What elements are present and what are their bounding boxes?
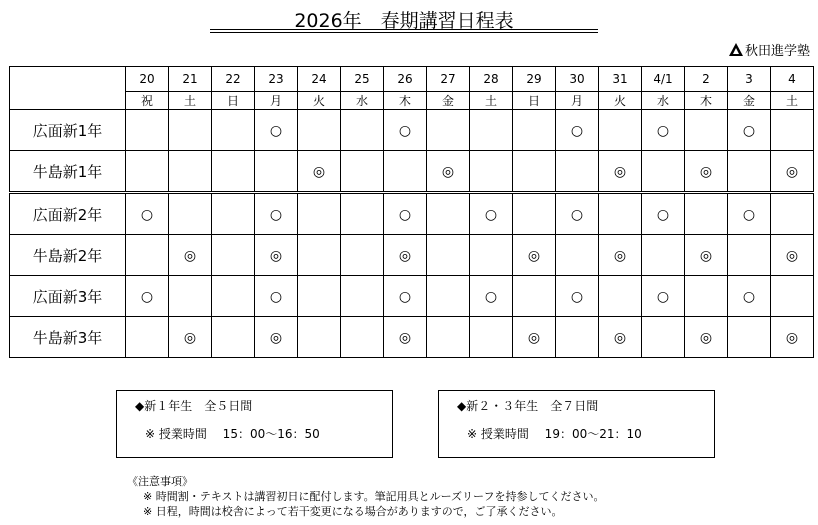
schedule-cell [341, 193, 384, 235]
schedule-cell [556, 276, 599, 317]
schedule-cell [126, 276, 169, 317]
schedule-cell [298, 110, 341, 151]
grade23-class-time: ※ 授業時間 19：00～21：10 [467, 427, 642, 441]
schedule-cell [384, 151, 427, 193]
schedule-cell [384, 235, 427, 276]
schedule-cell [169, 193, 212, 235]
schedule-cell [685, 110, 728, 151]
title-underline-double [210, 32, 598, 33]
date-cell: 2 [685, 67, 728, 92]
class-label: 牛島新2年 [10, 235, 126, 276]
weekday-cell: 木 [685, 92, 728, 110]
session-mark: ○ [140, 207, 154, 223]
schedule-cell [212, 235, 255, 276]
schedule-cell [599, 151, 642, 193]
date-cell: 21 [169, 67, 212, 92]
session-mark: ○ [656, 289, 670, 305]
schedule-cell [728, 235, 771, 276]
schedule-cell [470, 193, 513, 235]
weekday-cell: 祝 [126, 92, 169, 110]
class-label: 広面新3年 [10, 276, 126, 317]
schedule-cell [255, 276, 298, 317]
session-mark: ◎ [699, 164, 713, 180]
grade1-heading: ◆新１年生 全５日間 [135, 399, 253, 413]
schedule-cell [212, 193, 255, 235]
schedule-cell [771, 235, 814, 276]
session-mark: ◎ [613, 248, 627, 264]
schedule-cell [513, 193, 556, 235]
schedule-cell [126, 151, 169, 193]
schedule-cell [728, 276, 771, 317]
weekday-cell: 火 [298, 92, 341, 110]
session-mark: ○ [656, 207, 670, 223]
schedule-cell [384, 317, 427, 358]
schedule-cell [126, 110, 169, 151]
session-mark: ◎ [398, 330, 412, 346]
schedule-cell [513, 151, 556, 193]
schedule-cell [556, 110, 599, 151]
session-mark: ◎ [527, 330, 541, 346]
date-cell: 3 [728, 67, 771, 92]
class-label: 牛島新1年 [10, 151, 126, 193]
schedule-cell [599, 276, 642, 317]
schedule-cell [513, 317, 556, 358]
page-title: 2026年 春期講習日程表 [294, 10, 514, 32]
schedule-cell [685, 235, 728, 276]
schedule-cell [427, 276, 470, 317]
session-mark: ◎ [183, 248, 197, 264]
session-mark: ◎ [398, 248, 412, 264]
schedule-cell [255, 110, 298, 151]
session-mark: ○ [570, 207, 584, 223]
schedule-cell [384, 276, 427, 317]
session-mark: ◎ [699, 248, 713, 264]
session-mark: ◎ [441, 164, 455, 180]
session-mark: ○ [398, 123, 412, 139]
grade23-heading: ◆新２・３年生 全７日間 [457, 399, 599, 413]
schedule-cell [685, 151, 728, 193]
weekday-cell: 土 [169, 92, 212, 110]
organization-name: 秋田進学塾 [744, 44, 810, 59]
session-mark: ◎ [183, 330, 197, 346]
session-mark: ○ [269, 123, 283, 139]
schedule-cell [298, 235, 341, 276]
session-mark: ○ [269, 289, 283, 305]
weekday-header-row [10, 92, 814, 110]
date-cell: 4/1 [642, 67, 685, 92]
schedule-cell [642, 276, 685, 317]
schedule-cell [169, 276, 212, 317]
date-cell: 24 [298, 67, 341, 92]
schedule-cell [255, 317, 298, 358]
schedule-cell [513, 110, 556, 151]
schedule-cell [169, 110, 212, 151]
schedule-cell [728, 193, 771, 235]
session-mark: ○ [742, 123, 756, 139]
schedule-cell [384, 193, 427, 235]
schedule-cell [341, 235, 384, 276]
grade23-info-box [438, 390, 715, 458]
date-cell: 20 [126, 67, 169, 92]
session-mark: ◎ [269, 248, 283, 264]
schedule-cell [126, 193, 169, 235]
schedule-cell [556, 151, 599, 193]
schedule-cell [599, 235, 642, 276]
schedule-cell [212, 151, 255, 193]
session-mark: ◎ [312, 164, 326, 180]
schedule-cell [728, 317, 771, 358]
session-mark: ◎ [785, 330, 799, 346]
date-cell: 26 [384, 67, 427, 92]
schedule-cell [427, 110, 470, 151]
session-mark: ◎ [269, 330, 283, 346]
schedule-cell [642, 235, 685, 276]
schedule-cell [341, 276, 384, 317]
class-row [10, 276, 814, 317]
schedule-cell [298, 317, 341, 358]
weekday-cell: 月 [556, 92, 599, 110]
schedule-table [9, 66, 814, 358]
session-mark: ◎ [527, 248, 541, 264]
date-cell: 30 [556, 67, 599, 92]
triangle-logo-icon [729, 43, 743, 56]
schedule-cell [212, 276, 255, 317]
note-item: ※ 日程，時間は校舎によって若干変更になる場合がありますので，ご了承ください。 [143, 505, 563, 518]
schedule-cell [427, 193, 470, 235]
session-mark: ◎ [785, 248, 799, 264]
weekday-cell: 金 [427, 92, 470, 110]
schedule-cell [771, 193, 814, 235]
session-mark: ◎ [699, 330, 713, 346]
schedule-cell [169, 317, 212, 358]
session-mark: ◎ [613, 164, 627, 180]
session-mark: ◎ [785, 164, 799, 180]
schedule-cell [642, 110, 685, 151]
schedule-cell [427, 151, 470, 193]
weekday-cell: 日 [513, 92, 556, 110]
schedule-cell [513, 235, 556, 276]
schedule-cell [771, 276, 814, 317]
schedule-cell [169, 151, 212, 193]
session-mark: ○ [742, 207, 756, 223]
schedule-cell [771, 110, 814, 151]
session-mark: ○ [398, 289, 412, 305]
schedule-cell [685, 276, 728, 317]
schedule-cell [341, 317, 384, 358]
schedule-cell [126, 317, 169, 358]
session-mark: ○ [484, 207, 498, 223]
class-label: 牛島新3年 [10, 317, 126, 358]
schedule-cell [771, 151, 814, 193]
organization [729, 40, 810, 59]
grade1-info-box [116, 390, 393, 458]
date-cell: 22 [212, 67, 255, 92]
session-mark: ○ [742, 289, 756, 305]
session-mark: ○ [398, 207, 412, 223]
class-row [10, 317, 814, 358]
session-mark: ○ [656, 123, 670, 139]
session-mark: ○ [140, 289, 154, 305]
session-mark: ○ [570, 289, 584, 305]
schedule-cell [556, 193, 599, 235]
schedule-cell [599, 317, 642, 358]
weekday-cell: 水 [341, 92, 384, 110]
schedule-cell [599, 193, 642, 235]
schedule-cell [341, 110, 384, 151]
schedule-cell [685, 317, 728, 358]
schedule-cell [126, 235, 169, 276]
schedule-cell [556, 317, 599, 358]
date-cell: 25 [341, 67, 384, 92]
note-item: ※ 時間割・テキストは講習初日に配付します。筆記用具とルーズリーフを持参してください。 [143, 490, 605, 503]
schedule-cell [427, 317, 470, 358]
date-cell: 29 [513, 67, 556, 92]
notes [127, 474, 605, 519]
schedule-cell [728, 110, 771, 151]
schedule-cell [255, 235, 298, 276]
schedule-cell [470, 110, 513, 151]
date-cell: 4 [771, 67, 814, 92]
schedule-cell [685, 193, 728, 235]
schedule-cell [771, 317, 814, 358]
weekday-cell: 土 [771, 92, 814, 110]
schedule-cell [212, 110, 255, 151]
weekday-cell: 土 [470, 92, 513, 110]
notes-heading: 《注意事項》 [127, 475, 193, 488]
schedule-cell [642, 151, 685, 193]
weekday-cell: 日 [212, 92, 255, 110]
date-cell: 31 [599, 67, 642, 92]
schedule-cell [384, 110, 427, 151]
date-cell: 23 [255, 67, 298, 92]
schedule-cell [642, 193, 685, 235]
schedule-cell [255, 151, 298, 193]
schedule-cell [470, 235, 513, 276]
schedule-cell [212, 317, 255, 358]
schedule-cell [513, 276, 556, 317]
class-row [10, 151, 814, 193]
date-cell: 27 [427, 67, 470, 92]
session-mark: ◎ [613, 330, 627, 346]
class-row [10, 193, 814, 235]
class-label: 広面新1年 [10, 110, 126, 151]
schedule-cell [728, 151, 771, 193]
date-header-row [10, 67, 814, 92]
session-mark: ○ [570, 123, 584, 139]
schedule-cell [298, 276, 341, 317]
title-underline [210, 29, 598, 30]
header-corner-cell [10, 67, 126, 110]
schedule-cell [169, 235, 212, 276]
weekday-cell: 金 [728, 92, 771, 110]
class-row [10, 235, 814, 276]
schedule-cell [255, 193, 298, 235]
schedule-cell [427, 235, 470, 276]
schedule-cell [470, 276, 513, 317]
schedule-cell [298, 151, 341, 193]
weekday-cell: 水 [642, 92, 685, 110]
weekday-cell: 月 [255, 92, 298, 110]
schedule-cell [642, 317, 685, 358]
class-label: 広面新2年 [10, 193, 126, 235]
schedule-cell [341, 151, 384, 193]
session-mark: ○ [484, 289, 498, 305]
schedule-cell [470, 151, 513, 193]
schedule-cell [298, 193, 341, 235]
schedule-cell [556, 235, 599, 276]
schedule-cell [599, 110, 642, 151]
weekday-cell: 火 [599, 92, 642, 110]
date-cell: 28 [470, 67, 513, 92]
class-row [10, 110, 814, 151]
grade1-class-time: ※ 授業時間 15：00～16：50 [145, 427, 320, 441]
session-mark: ○ [269, 207, 283, 223]
weekday-cell: 木 [384, 92, 427, 110]
schedule-cell [470, 317, 513, 358]
